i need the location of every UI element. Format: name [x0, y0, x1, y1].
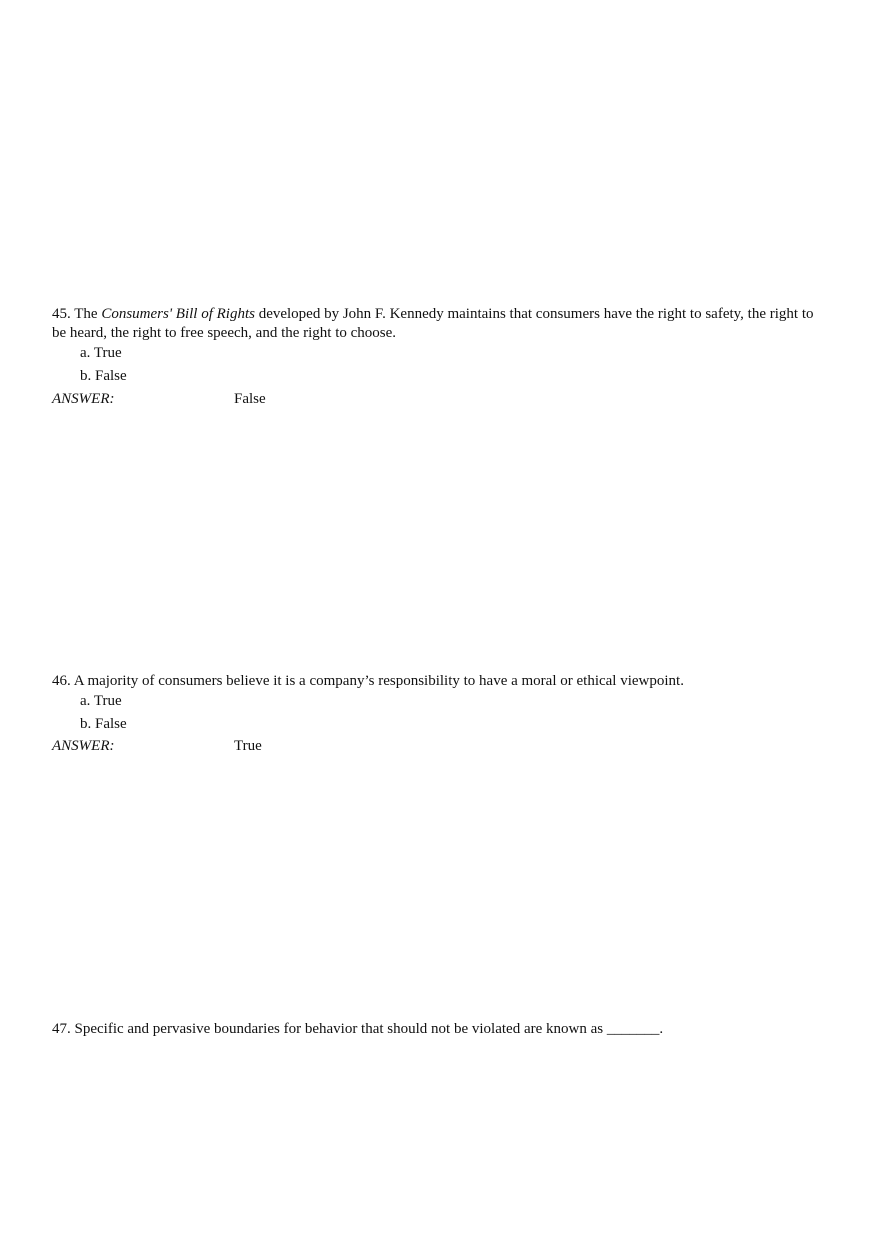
question-45-option-a — [80, 344, 122, 363]
question-45-answer-value: False — [234, 391, 266, 407]
question-46-answer-value: True — [234, 738, 262, 754]
option-text: True — [93, 693, 122, 709]
question-46-option-b — [80, 715, 127, 734]
question-47-number: 47. — [52, 1021, 71, 1037]
option-text: False — [95, 716, 127, 732]
question-45 — [52, 305, 822, 407]
question-45-stem-after: developed by John F. Kennedy maintains that consumers have the right to safety, the right to be heard, the right to free speech, and the right to choose. — [52, 306, 814, 341]
question-46-answer-label: ANSWER: — [52, 738, 115, 754]
question-46-number: 46. — [52, 673, 71, 689]
question-45-stem-italic: Consumers' Bill of Rights — [101, 306, 255, 322]
option-letter: b. — [80, 716, 92, 732]
option-letter: a. — [80, 693, 91, 709]
question-46-stem — [52, 672, 822, 691]
question-45-number: 45. — [52, 306, 71, 322]
question-47-stem — [52, 1020, 822, 1039]
option-text: True — [93, 345, 122, 361]
option-text: False — [95, 368, 127, 384]
question-46 — [52, 672, 822, 754]
question-45-stem-before: The — [74, 306, 102, 322]
option-letter: b. — [80, 368, 92, 384]
question-46-option-a — [80, 692, 122, 711]
question-45-option-b — [80, 367, 127, 386]
question-45-answer-label: ANSWER: — [52, 391, 115, 407]
question-47 — [52, 1020, 822, 1039]
option-letter: a. — [80, 345, 91, 361]
question-45-stem — [52, 305, 822, 343]
question-47-stem-text: Specific and pervasive boundaries for behavior that should not be violated are known as _______. — [74, 1021, 664, 1037]
question-46-stem-text: A majority of consumers believe it is a company’s responsibility to have a moral or ethical viewpoint. — [73, 673, 684, 689]
